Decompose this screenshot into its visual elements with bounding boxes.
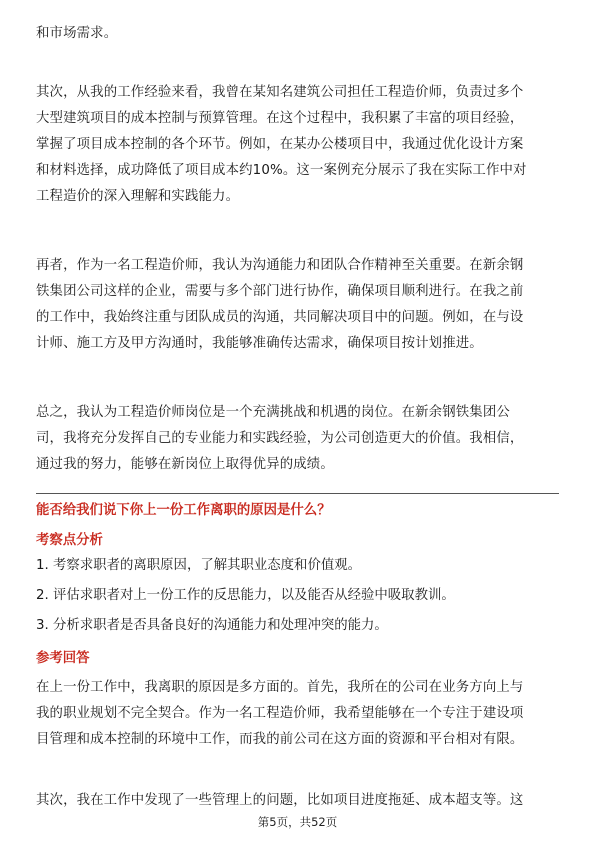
answer-paragraph (36, 788, 560, 814)
body-paragraph (36, 400, 560, 478)
body-paragraph (36, 253, 560, 357)
question-heading: 能否给我们说下你上一份工作离职的原因是什么？ (36, 503, 331, 518)
text-line: 的工作中，我始终注重与团队成员的沟通，共同解决项目中的问题。例如，在与设 (36, 310, 524, 325)
text-line: 和材料选择，成功降低了项目成本约10%。这一案例充分展示了我在实际工作中对 (36, 163, 527, 178)
text-line: 在上一份工作中，我离职的原因是多方面的。首先，我所在的公司在业务方向上与 (36, 680, 524, 695)
body-paragraph (36, 21, 560, 47)
text-line: 司，我将充分发挥自己的专业能力和实践经验，为公司创造更大的价值。我相信， (36, 431, 524, 446)
text-line: 总之，我认为工程造价师岗位是一个充满挑战和机遇的岗位。在新余钢铁集团公 (36, 405, 510, 420)
text-line: 其次，我在工作中发现了一些管理上的问题，比如项目进度拖延、成本超支等。这 (36, 793, 524, 808)
text-line: 我的职业规划不完全契合。作为一名工程造价师，我希望能够在一个专注于建设项 (36, 706, 524, 721)
text-line: 再者，作为一名工程造价师，我认为沟通能力和团队合作精神至关重要。在新余钢 (36, 258, 524, 273)
section-divider (36, 493, 559, 494)
text-line: 目管理和成本控制的环境中工作，而我的前公司在这方面的资源和平台相对有限。 (36, 732, 524, 747)
answer-paragraph (36, 675, 560, 753)
analysis-item: 1. 考察求职者的离职原因，了解其职业态度和价值观。 (36, 558, 362, 573)
text-line: 铁集团公司这样的企业，需要与多个部门进行协作，确保项目顺利进行。在我之前 (36, 284, 524, 299)
text-line: 工程造价的深入理解和实践能力。 (36, 189, 240, 204)
text-line: 和市场需求。 (36, 26, 118, 41)
analysis-item: 2. 评估求职者对上一份工作的反思能力，以及能否从经验中吸取教训。 (36, 588, 455, 603)
text-line: 掌握了项目成本控制的各个环节。例如，在某办公楼项目中，我通过优化设计方案 (36, 137, 524, 152)
text-line: 通过我的努力，能够在新岗位上取得优异的成绩。 (36, 457, 334, 472)
analysis-heading: 考察点分析 (36, 533, 103, 548)
analysis-item: 3. 分析求职者是否具备良好的沟通能力和处理冲突的能力。 (36, 618, 388, 633)
text-line: 计师、施工方及甲方沟通时，我能够准确传达需求，确保项目按计划推进。 (36, 336, 483, 351)
answer-heading: 参考回答 (36, 651, 90, 666)
body-paragraph (36, 80, 560, 210)
page-number: 第5页，共52页 (257, 815, 338, 829)
text-line: 大型建筑项目的成本控制与预算管理。在这个过程中，我积累了丰富的项目经验， (36, 111, 524, 126)
text-line: 其次，从我的工作经验来看，我曾在某知名建筑公司担任工程造价师，负责过多个 (36, 85, 524, 100)
